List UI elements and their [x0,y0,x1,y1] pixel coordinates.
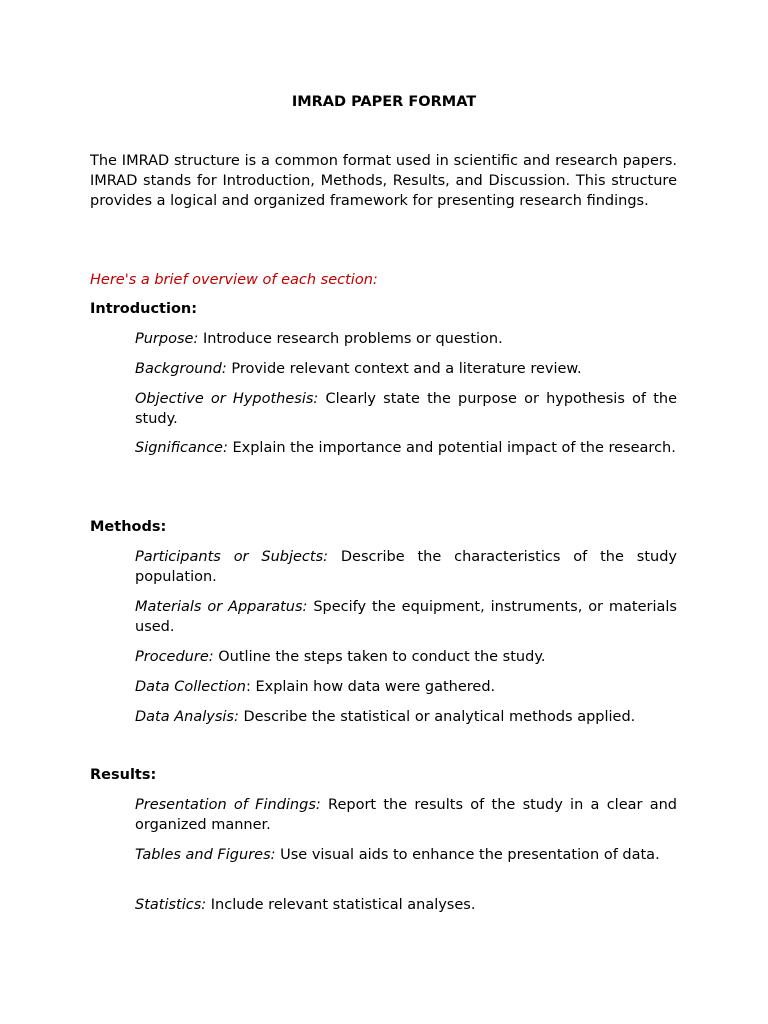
item-text: Outline the steps taken to conduct the study. [213,649,546,665]
item-term: Data Collection [135,679,246,695]
item-term: Materials or Apparatus: [135,599,308,615]
item-term: Background: [135,361,227,377]
list-item-procedure [135,647,677,667]
item-text: Report the results of the study in a clear and organized manner. [135,797,678,833]
item-term: Procedure: [135,649,214,665]
item-term: Participants or Subjects: [135,549,329,565]
list-item-purpose [135,329,677,349]
item-term: Significance: [135,440,228,456]
section-heading-introduction: Introduction: [90,301,198,317]
intro-paragraph: The IMRAD structure is a common format used in scientific and research papers. IMRAD stands for Introduction, Methods, Results, and Discussion. This structure provides a logical and organized framework for presenting research findings. [90,153,677,209]
item-term: Presentation of Findings: [135,797,321,813]
item-text: : Explain how data were gathered. [245,679,496,695]
item-text: Use visual aids to enhance the presentation of data. [275,847,660,863]
list-item-data-collection [135,677,677,697]
item-text: Explain the importance and potential impact of the research. [227,440,676,456]
item-text: Include relevant statistical analyses. [206,897,476,913]
list-item-materials [135,597,677,637]
overview-line: Here's a brief overview of each section: [90,272,378,288]
item-text: Describe the statistical or analytical methods applied. [238,709,636,725]
list-item-background [135,359,677,379]
list-item-presentation [135,795,677,835]
section-heading-results: Results: [90,767,157,783]
item-text: Describe the characteristics of the study population. [135,549,677,585]
item-text: Provide relevant context and a literature review. [226,361,582,377]
item-term: Purpose: [135,331,199,347]
list-item-objective [135,389,677,429]
item-text: Clearly state the purpose or hypothesis of the study. [135,391,677,427]
list-item-significance [135,438,677,458]
item-text: Specify the equipment, instruments, or materials used. [135,599,677,635]
list-item-statistics [135,895,677,915]
list-item-tables-figures [135,845,677,865]
list-item-data-analysis [135,707,677,727]
section-heading-methods: Methods: [90,519,167,535]
item-term: Tables and Figures: [135,847,276,863]
item-term: Data Analysis: [135,709,239,725]
item-term: Statistics: [135,897,207,913]
list-item-participants [135,547,677,587]
item-text: Introduce research problems or question. [198,331,503,347]
page-title: IMRAD PAPER FORMAT [291,94,477,110]
item-term: Objective or Hypothesis: [135,391,319,407]
